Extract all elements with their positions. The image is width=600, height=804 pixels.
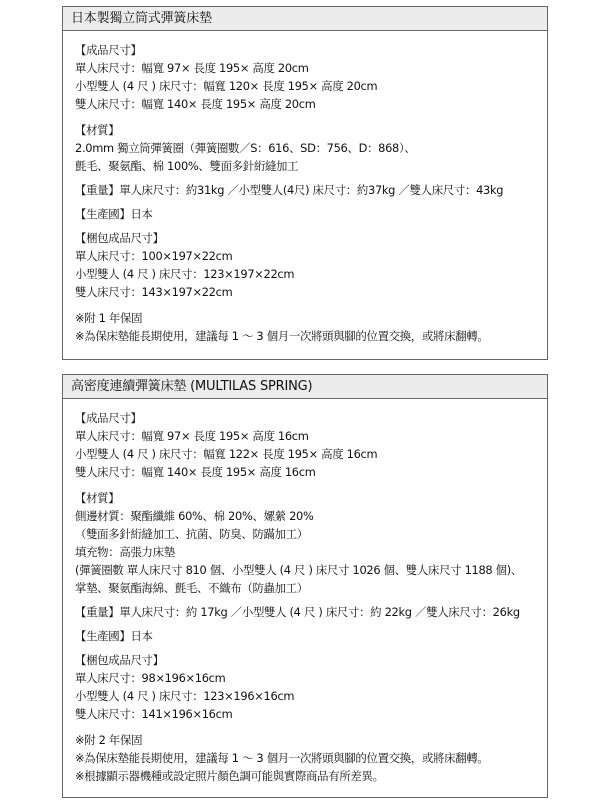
section-heading: 【材質】 (75, 123, 120, 137)
section-heading: 【梱包成品尺寸】 (75, 231, 164, 245)
origin-section (75, 627, 547, 645)
spec-body (63, 31, 547, 345)
panel-title: 高密度連續彈簧床墊 (MULTILAS SPRING) (63, 375, 547, 399)
weight-section (75, 181, 547, 199)
material-section (75, 121, 547, 175)
product-spec-panel (62, 6, 548, 360)
spec-line: 氈毛、聚氨酯、棉 100%、雙面多針絎縫加工 (75, 159, 299, 173)
spec-line: 單人床尺寸：100×197×22cm (75, 249, 233, 263)
spec-line: 【重量】單人床尺寸：約31kg ／小型雙人(4尺) 床尺寸：約37kg ／雙人床尺寸：43kg (75, 183, 504, 197)
spec-line: 小型雙人 (4 尺 ) 床尺寸：幅寬 122× 長度 195× 高度 16cm (75, 447, 378, 461)
spec-line: 雙人床尺寸：幅寬 140× 長度 195× 高度 16cm (75, 465, 316, 479)
package-size-section (75, 651, 547, 723)
spec-line: 掌墊、聚氨酯海綿、氈毛、不織布（防蟲加工） (75, 581, 308, 595)
origin-section (75, 205, 547, 223)
notes-section (75, 731, 547, 785)
product-spec-panel (62, 374, 548, 798)
panel-title: 日本製獨立筒式彈簧床墊 (63, 7, 547, 31)
spec-line: (彈簧圈數 單人床尺寸 810 個、小型雙人 (4 尺 ) 床尺寸 1026 個、雙人床尺寸 1188 個)、 (75, 563, 523, 577)
section-heading: 【成品尺寸】 (75, 43, 142, 57)
size-section (75, 41, 547, 113)
spec-line: 【生產國】日本 (75, 629, 153, 643)
spec-line: 雙人床尺寸：141×196×16cm (75, 707, 233, 721)
note-line: ※根據顯示器機種或設定照片顏色調可能與實際商品有所差異。 (75, 769, 384, 783)
size-section (75, 409, 547, 481)
spec-line: 【重量】單人床尺寸：約 17kg ／小型雙人 (4 尺 ) 床尺寸：約 22kg ／雙人床尺寸：26kg (75, 605, 520, 619)
notes-section (75, 309, 547, 345)
spec-line: 填充物：高張力床墊 (75, 545, 175, 559)
spec-body (63, 399, 547, 785)
note-line: ※為保床墊能長期使用，建議每 1 ～ 3 個月一次將頭與腳的位置交換，或將床翻轉。 (75, 751, 489, 765)
spec-line: 雙人床尺寸：幅寬 140× 長度 195× 高度 20cm (75, 97, 316, 111)
spec-line: 單人床尺寸：幅寬 97× 長度 195× 高度 16cm (75, 429, 309, 443)
note-line: ※為保床墊能長期使用，建議每 1 ～ 3 個月一次將頭與腳的位置交換，或將床翻轉。 (75, 329, 489, 343)
spec-line: 單人床尺寸：98×196×16cm (75, 671, 226, 685)
spec-line: 【生產國】日本 (75, 207, 153, 221)
spec-line: 小型雙人 (4 尺 ) 床尺寸：123×196×16cm (75, 689, 295, 703)
spec-line: 側邊材質：聚酯纖維 60%、棉 20%、嫘縈 20% (75, 509, 314, 523)
weight-section (75, 603, 547, 621)
spec-line: 雙人床尺寸：143×197×22cm (75, 285, 233, 299)
spec-line: 小型雙人 (4 尺 ) 床尺寸：幅寬 120× 長度 195× 高度 20cm (75, 79, 378, 93)
spec-line: 單人床尺寸：幅寬 97× 長度 195× 高度 20cm (75, 61, 309, 75)
spec-line: 2.0mm 獨立筒彈簧圈（彈簧圈數／S：616、SD：756、D：868）、 (75, 141, 416, 155)
spec-line: （雙面多針絎縫加工、抗菌、防臭、防蹣加工） (75, 527, 308, 541)
spec-line: 小型雙人 (4 尺 ) 床尺寸：123×197×22cm (75, 267, 295, 281)
note-line: ※附 1 年保固 (75, 311, 143, 325)
material-section (75, 489, 547, 597)
package-size-section (75, 229, 547, 301)
section-heading: 【梱包成品尺寸】 (75, 653, 164, 667)
section-heading: 【成品尺寸】 (75, 411, 142, 425)
note-line: ※附 2 年保固 (75, 733, 143, 747)
section-heading: 【材質】 (75, 491, 120, 505)
